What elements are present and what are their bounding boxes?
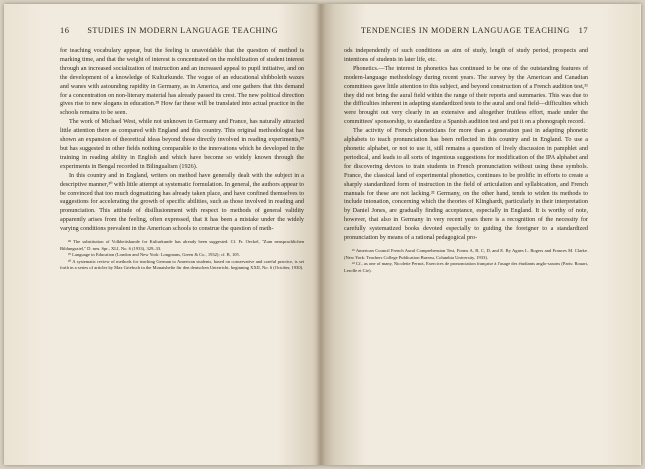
left-page-number: 16	[60, 26, 70, 35]
right-body-text	[344, 47, 588, 243]
right-running-head	[344, 26, 588, 35]
left-body-text	[60, 47, 304, 234]
footnote: ³⁰ A systematic review of methods for teaching German to American students, based on conservative and careful practice, is set forth in a series of articles by Max Griebsch in the Monatshefte für den deutschen Unterricht, beginning XXII, No. 6 (October, 1930).	[60, 258, 304, 271]
paragraph: ods independently of such conditions as aim of study, length of study period, prospects and intentions of students in later life, etc.	[344, 48, 588, 63]
right-page-number: 17	[578, 26, 588, 35]
footnote: ²⁸ The substitution of Volkheitskunde for Kulturkunde has already been suggested. Cf. Fr. Oeckel, "Zum neusprachlichen Bildungsziel," D. neu. Spr., XLI, No. 6 (1933), 329–33.	[60, 239, 304, 251]
book-gutter-shadow	[316, 4, 325, 465]
footnote: ³¹ American Council French Aural Comprehension Test, Forms A, B, C, D, and E. By Agnes L. Rogers and Frances M. Clarke. (New York: Teachers College Publication Bureau, Columbia University, 1933).	[344, 247, 588, 260]
paragraph: In this country and in England, writers on method have generally dealt with the subject in a descriptive manner,³⁰ with little attempt at systematic formulation. In general, the authors appear to be convinced that too much dogmatizing has already taken place, and have confined themselves to suggestions for accelerating the growth of specific abilities, such as those involved in reading and pronunciation. This attitude of disillusionment with respect to methods of general validity apparently arises from the feeling, often expressed, that it has been a mistake under the widely varying conditions prevalent in the American schools to construe the question of meth-	[60, 172, 304, 233]
left-running-head	[60, 26, 304, 35]
left-footnotes	[60, 239, 304, 272]
paragraph: The work of Michael West, while not unknown in Germany and France, has naturally attracted little attention there as compared with England and this country. This original methodologist has shown an expansion of theoretical ideas beyond those directly involved in reading experiments,²⁹ but has suggested in other fields nothing comparable to the innovations which he developed in the training in reading ability in English and which have become so widely known through the experiments in Bengal recorded in Bilingualism (1926).	[60, 119, 304, 170]
paragraph: The activity of French phoneticians for more than a generation past in adapting phonetic alphabets to teach pronunciation has been reflected in this country and in England. To use a phonetic alphabet, or not to use it, still remains a question of lively discussion in pamphlet and periodical, and leads to all sorts of ingenious suggestions for modification of the IPA alphabet and for discovering devices to train students in French pronunciation without using these symbols. France, the classical land of experimental phonetics, continues to be prolific in efforts to create a sharply standardized form of instruction in the field of articulation and syllabication, and French manuals for these are not lacking.³² Germany, on the other hand, tends to widen its methods to include intonation, concerning which the theories of Klinghardt, particularly in their interpretation by Daniel Jones, are gradually finding acceptance, especially in England. It is worthy of note, however, that also in Germany in very recent years there is a recognition of the necessity for carefully systematized books devoted especially to guiding the foreigner to a standardized pronunciation by means of a rational pedagogical pro-	[344, 128, 588, 242]
paragraph: Phonetics.—The interest in phonetics has continued to be one of the outstanding features of modern-language methodology during recent years. The survey by the American and Canadian committees gave little attention to this subject, and beyond construction of a French audition test,³¹ they did not bring the aural field within the range of their reports and summaries. This was due to the difficulties inherent in adapting standardized tests to the aural and oral field—difficulties which were brought out very clearly in an extensive and altogether fruitless effort, made under the committees' sponsorship, to standardize a Spanish audition test and put it on a phonograph record.	[344, 65, 588, 126]
footnote: ²⁹ Language in Education (London and New York: Longmans, Green & Co., 1932); cf. B, 105.	[68, 252, 240, 258]
right-footnotes	[344, 248, 588, 274]
paragraph: for teaching vocabulary appear, but the feeling is unavoidable that the question of method is marking time, and that the weight of interest is concentrated on the mobilization of student interest through an increased socialization of instruction and an increased appeal to pupil initiative, and on the development of a knowledge of Kulturkunde. The vogue of an educational shibboleth waxes and wanes with astounding rapidity in Germany, as in America, and one gathers that this demand for a concentration on non-literary material has already passed its crest. The new political direction gives rise to new slogans in education.²⁸ How far these will be translated into actual practice in the schools remains to be seen.	[60, 48, 304, 117]
right-page	[322, 4, 640, 465]
left-page	[4, 4, 322, 465]
footnote: ³² Cf., as one of many, Nicolette Pernot, Exercices de prononciation française à l'usage des étudiants anglo-saxons (Paris: Rouart, Lerolle et Cie).	[344, 261, 588, 273]
right-running-title: TENDENCIES IN MODERN LANGUAGE TEACHING	[360, 26, 570, 35]
left-running-title: STUDIES IN MODERN LANGUAGE TEACHING	[87, 26, 278, 35]
